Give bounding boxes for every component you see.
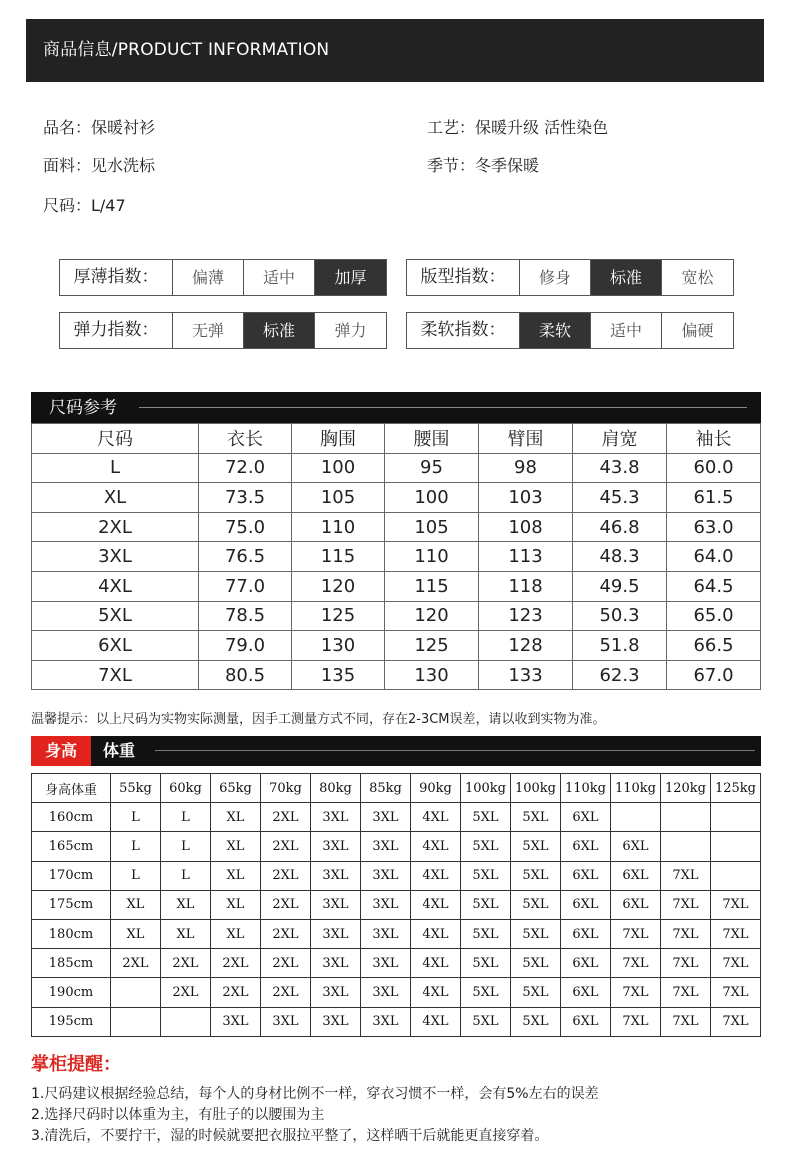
table-cell: 3XL — [311, 1007, 361, 1036]
table-cell: 4XL — [32, 571, 199, 601]
height-weight-table — [31, 773, 761, 1037]
table-cell: 6XL — [561, 832, 611, 861]
fit-index — [406, 259, 734, 296]
table-cell: XL — [161, 890, 211, 919]
column-header: 90kg — [411, 774, 461, 803]
table-cell: 7XL — [661, 1007, 711, 1036]
table-row — [32, 601, 761, 631]
table-cell: XL — [211, 919, 261, 948]
table-cell: L — [161, 803, 211, 832]
table-cell — [111, 978, 161, 1007]
table-cell — [711, 832, 761, 861]
info-fabric: 面料：见水洗标 — [43, 156, 156, 175]
column-header: 衣长 — [199, 424, 292, 454]
table-row — [32, 890, 761, 919]
index-label: 版型指数： — [407, 260, 520, 295]
table-cell: 2XL — [161, 978, 211, 1007]
table-cell: 60.0 — [667, 453, 761, 483]
table-cell: 5XL — [461, 803, 511, 832]
column-header: 身高体重 — [32, 774, 111, 803]
table-cell: 2XL — [261, 890, 311, 919]
page-title: 商品信息/PRODUCT INFORMATION — [43, 40, 330, 60]
column-header: 80kg — [311, 774, 361, 803]
table-cell: 135 — [292, 660, 385, 690]
table-cell: 105 — [292, 483, 385, 513]
table-cell: 3XL — [311, 919, 361, 948]
table-cell: 7XL — [711, 919, 761, 948]
table-cell: 4XL — [411, 803, 461, 832]
table-cell: 5XL — [511, 978, 561, 1007]
table-cell: 3XL — [311, 978, 361, 1007]
table-cell: 2XL — [261, 949, 311, 978]
index-label: 厚薄指数： — [60, 260, 173, 295]
column-header: 125kg — [711, 774, 761, 803]
column-header: 110kg — [611, 774, 661, 803]
table-cell: 185cm — [32, 949, 111, 978]
table-cell: 3XL — [361, 949, 411, 978]
table-cell: 6XL — [611, 861, 661, 890]
index-option: 偏硬 — [681, 321, 714, 340]
table-cell: 2XL — [261, 861, 311, 890]
table-cell: 64.5 — [667, 571, 761, 601]
table-cell: 5XL — [461, 832, 511, 861]
table-cell: 4XL — [411, 861, 461, 890]
index-option: 宽松 — [681, 268, 714, 287]
table-cell: 105 — [385, 512, 479, 542]
table-cell: 2XL — [211, 949, 261, 978]
table-cell: 120 — [292, 571, 385, 601]
table-cell: 7XL — [661, 861, 711, 890]
table-cell: 4XL — [411, 978, 461, 1007]
table-cell: XL — [211, 832, 261, 861]
table-cell: 7XL — [611, 978, 661, 1007]
table-row — [32, 660, 761, 690]
table-cell: L — [111, 861, 161, 890]
table-cell: 128 — [479, 631, 573, 661]
table-cell: 3XL — [32, 542, 199, 572]
table-cell: 6XL — [561, 890, 611, 919]
table-row — [32, 1007, 761, 1036]
size-chart-title: 尺码参考 — [49, 398, 117, 418]
table-cell: 3XL — [311, 803, 361, 832]
index-option-selected: 标准 — [244, 313, 315, 348]
table-cell: 3XL — [261, 1007, 311, 1036]
table-cell: 2XL — [261, 978, 311, 1007]
table-cell: 49.5 — [573, 571, 667, 601]
index-option: 适中 — [591, 313, 662, 348]
table-cell: 63.0 — [667, 512, 761, 542]
elasticity-index — [59, 312, 387, 349]
table-cell: XL — [211, 861, 261, 890]
table-cell: 100 — [292, 453, 385, 483]
table-cell: 5XL — [511, 832, 561, 861]
column-header: 85kg — [361, 774, 411, 803]
column-header: 110kg — [561, 774, 611, 803]
table-cell: 108 — [479, 512, 573, 542]
table-cell: 77.0 — [199, 571, 292, 601]
table-cell: 7XL — [661, 949, 711, 978]
reminder-item-3: 3.清洗后，不要拧干，湿的时候就要把衣服拉平整了，这样晒干后就能更直接穿着。 — [31, 1128, 549, 1144]
table-cell: 4XL — [411, 1007, 461, 1036]
table-cell: 3XL — [361, 1007, 411, 1036]
table-cell: 180cm — [32, 919, 111, 948]
table-cell: 5XL — [511, 919, 561, 948]
table-cell: L — [32, 453, 199, 483]
index-label: 弹力指数： — [60, 313, 173, 348]
reminder-title: 掌柜提醒： — [31, 1054, 121, 1075]
table-cell: 125 — [292, 601, 385, 631]
table-cell: 2XL — [261, 832, 311, 861]
index-option-selected: 柔软 — [520, 313, 591, 348]
table-cell: 5XL — [461, 978, 511, 1007]
table-cell: 3XL — [311, 832, 361, 861]
table-cell — [661, 832, 711, 861]
table-cell: 6XL — [561, 803, 611, 832]
table-cell: 6XL — [561, 861, 611, 890]
table-cell: 3XL — [311, 949, 361, 978]
table-cell — [111, 1007, 161, 1036]
table-row — [32, 803, 761, 832]
table-cell: 3XL — [211, 1007, 261, 1036]
table-cell: 123 — [479, 601, 573, 631]
column-header: 120kg — [661, 774, 711, 803]
table-header-row — [32, 774, 761, 803]
info-name: 品名：保暖衬衫 — [43, 118, 156, 137]
table-cell: 7XL — [711, 949, 761, 978]
table-cell: 98 — [479, 453, 573, 483]
info-season: 季节：冬季保暖 — [427, 156, 540, 175]
table-cell: 133 — [479, 660, 573, 690]
table-cell: 5XL — [32, 601, 199, 631]
table-cell: 51.8 — [573, 631, 667, 661]
table-cell: 6XL — [32, 631, 199, 661]
column-header: 55kg — [111, 774, 161, 803]
table-cell: 115 — [292, 542, 385, 572]
table-cell: 2XL — [161, 949, 211, 978]
table-row — [32, 978, 761, 1007]
height-tag: 身高 — [31, 736, 91, 766]
index-option-selected: 标准 — [591, 260, 662, 295]
size-chart-table — [31, 423, 761, 690]
table-row — [32, 483, 761, 513]
table-cell: XL — [211, 803, 261, 832]
table-cell: 75.0 — [199, 512, 292, 542]
table-cell: 2XL — [211, 978, 261, 1007]
table-cell: 79.0 — [199, 631, 292, 661]
table-cell: 4XL — [411, 919, 461, 948]
table-cell: 5XL — [511, 861, 561, 890]
column-header: 胸围 — [292, 424, 385, 454]
table-cell: 61.5 — [667, 483, 761, 513]
header-rule — [139, 407, 747, 408]
column-header: 腰围 — [385, 424, 479, 454]
table-cell: 7XL — [711, 1007, 761, 1036]
table-cell: 7XL — [661, 978, 711, 1007]
table-cell: 120 — [385, 601, 479, 631]
table-cell: XL — [32, 483, 199, 513]
column-header: 袖长 — [667, 424, 761, 454]
table-cell: XL — [111, 919, 161, 948]
table-cell: 45.3 — [573, 483, 667, 513]
table-cell: 48.3 — [573, 542, 667, 572]
table-cell: 6XL — [561, 919, 611, 948]
index-option: 偏薄 — [173, 260, 244, 295]
table-cell: 65.0 — [667, 601, 761, 631]
table-cell: 100 — [385, 483, 479, 513]
index-option-selected: 加厚 — [315, 260, 386, 295]
table-row — [32, 861, 761, 890]
weight-title: 体重 — [103, 741, 136, 760]
table-cell: 7XL — [32, 660, 199, 690]
table-cell: 3XL — [361, 803, 411, 832]
table-cell: 5XL — [461, 919, 511, 948]
table-cell: L — [111, 803, 161, 832]
table-cell: 7XL — [661, 890, 711, 919]
table-cell: 2XL — [261, 919, 311, 948]
table-cell: L — [111, 832, 161, 861]
table-cell: 3XL — [311, 890, 361, 919]
softness-index — [406, 312, 734, 349]
table-cell: 67.0 — [667, 660, 761, 690]
table-header-row — [32, 424, 761, 454]
table-cell: 46.8 — [573, 512, 667, 542]
table-cell: 5XL — [511, 949, 561, 978]
column-header: 尺码 — [32, 424, 199, 454]
reminder-item-2: 2.选择尺码时以体重为主，有肚子的以腰围为主 — [31, 1107, 325, 1123]
column-header: 60kg — [161, 774, 211, 803]
column-header: 肩宽 — [573, 424, 667, 454]
table-cell: 170cm — [32, 861, 111, 890]
table-cell: 4XL — [411, 949, 461, 978]
table-cell — [711, 803, 761, 832]
table-row — [32, 832, 761, 861]
table-cell — [661, 803, 711, 832]
table-cell: 175cm — [32, 890, 111, 919]
table-cell — [161, 1007, 211, 1036]
column-header: 100kg — [461, 774, 511, 803]
table-cell: 3XL — [361, 861, 411, 890]
table-cell: 3XL — [361, 890, 411, 919]
header-rule — [155, 750, 755, 751]
table-cell: 5XL — [511, 803, 561, 832]
table-cell: 5XL — [461, 861, 511, 890]
table-row — [32, 512, 761, 542]
index-option: 适中 — [244, 260, 315, 295]
table-cell: 165cm — [32, 832, 111, 861]
table-row — [32, 542, 761, 572]
column-header: 臂围 — [479, 424, 573, 454]
table-cell: 95 — [385, 453, 479, 483]
table-cell: 7XL — [711, 978, 761, 1007]
size-chart-header — [31, 392, 761, 424]
table-cell: 110 — [385, 542, 479, 572]
table-cell: 103 — [479, 483, 573, 513]
table-cell: 7XL — [611, 1007, 661, 1036]
index-label: 柔软指数： — [407, 313, 520, 348]
table-cell: 160cm — [32, 803, 111, 832]
table-cell: 110 — [292, 512, 385, 542]
table-cell: 130 — [385, 660, 479, 690]
table-cell: 78.5 — [199, 601, 292, 631]
table-row — [32, 453, 761, 483]
table-cell: 80.5 — [199, 660, 292, 690]
column-header: 65kg — [211, 774, 261, 803]
table-row — [32, 631, 761, 661]
table-cell: 73.5 — [199, 483, 292, 513]
table-cell: XL — [161, 919, 211, 948]
index-option: 无弹 — [173, 313, 244, 348]
table-cell: L — [161, 832, 211, 861]
column-header: 70kg — [261, 774, 311, 803]
table-cell: 6XL — [561, 1007, 611, 1036]
table-cell: 5XL — [461, 890, 511, 919]
table-cell: 5XL — [461, 949, 511, 978]
index-option: 弹力 — [334, 321, 367, 340]
table-cell: 62.3 — [573, 660, 667, 690]
table-cell: 7XL — [611, 919, 661, 948]
table-cell: 5XL — [511, 890, 561, 919]
table-cell: 190cm — [32, 978, 111, 1007]
measurement-tip: 温馨提示：以上尺码为实物实际测量，因手工测量方式不同，存在2-3CM误差，请以收到实物为准。 — [31, 712, 606, 727]
table-cell: 113 — [479, 542, 573, 572]
column-header: 100kg — [511, 774, 561, 803]
table-cell: L — [161, 861, 211, 890]
page-header — [26, 19, 764, 82]
table-cell: 76.5 — [199, 542, 292, 572]
table-cell: 66.5 — [667, 631, 761, 661]
table-cell: 5XL — [511, 1007, 561, 1036]
table-cell: 3XL — [361, 978, 411, 1007]
info-size: 尺码：L/47 — [43, 196, 126, 215]
table-row — [32, 571, 761, 601]
info-craft: 工艺：保暖升级 活性染色 — [427, 118, 609, 137]
table-cell: 125 — [385, 631, 479, 661]
table-cell: 6XL — [561, 949, 611, 978]
reminder-item-1: 1.尺码建议根据经验总结，每个人的身材比例不一样，穿衣习惯不一样，会有5%左右的误差 — [31, 1086, 599, 1102]
table-cell: 50.3 — [573, 601, 667, 631]
table-cell: 6XL — [561, 978, 611, 1007]
table-cell: 2XL — [111, 949, 161, 978]
table-cell: 4XL — [411, 832, 461, 861]
table-row — [32, 949, 761, 978]
table-cell: 5XL — [461, 1007, 511, 1036]
table-cell: 115 — [385, 571, 479, 601]
table-cell: 6XL — [611, 890, 661, 919]
table-cell: XL — [211, 890, 261, 919]
table-cell: 130 — [292, 631, 385, 661]
table-cell: 64.0 — [667, 542, 761, 572]
table-cell: 43.8 — [573, 453, 667, 483]
table-cell: 2XL — [261, 803, 311, 832]
thickness-index — [59, 259, 387, 296]
table-cell: 6XL — [611, 832, 661, 861]
table-cell: 118 — [479, 571, 573, 601]
index-option: 修身 — [520, 260, 591, 295]
weight-chart-header — [31, 736, 761, 766]
table-cell: XL — [111, 890, 161, 919]
table-cell: 72.0 — [199, 453, 292, 483]
table-cell — [711, 861, 761, 890]
table-cell: 3XL — [361, 832, 411, 861]
table-cell: 195cm — [32, 1007, 111, 1036]
table-cell: 7XL — [661, 919, 711, 948]
table-cell: 3XL — [361, 919, 411, 948]
table-cell: 4XL — [411, 890, 461, 919]
table-row — [32, 919, 761, 948]
table-cell: 3XL — [311, 861, 361, 890]
table-cell: 7XL — [611, 949, 661, 978]
table-cell: 7XL — [711, 890, 761, 919]
table-cell: 2XL — [32, 512, 199, 542]
table-cell — [611, 803, 661, 832]
